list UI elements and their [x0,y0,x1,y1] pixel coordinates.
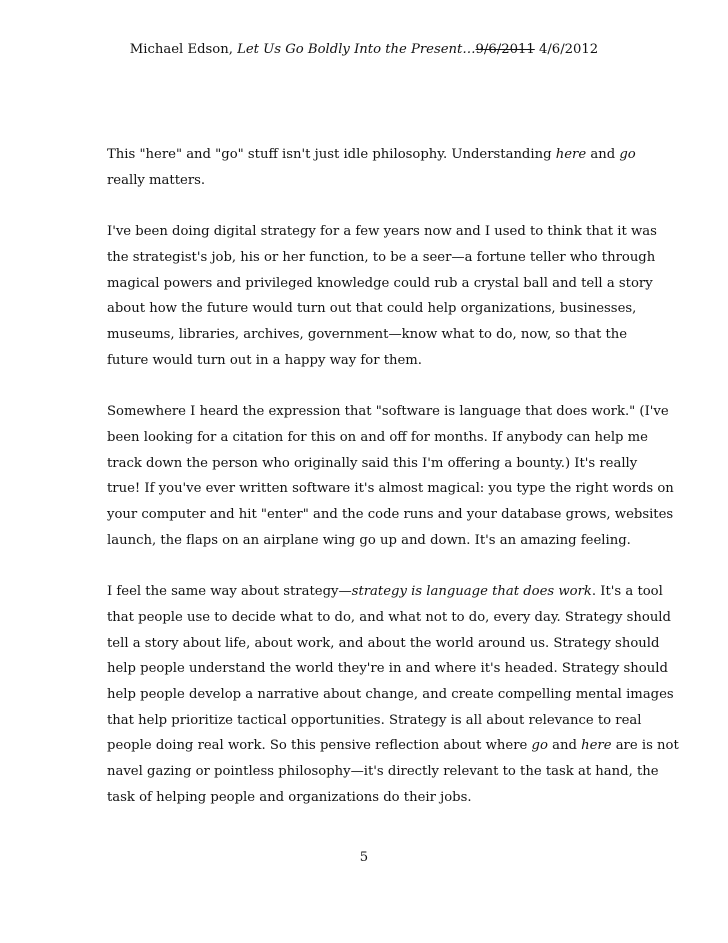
text-run: I've been doing digital strategy for a few years now and I used to think that it was [107,224,657,240]
italic-text: strategy is language that does work [351,584,592,600]
text-run: and [586,147,620,162]
text-line [107,142,636,168]
text-line [107,296,637,322]
text-run: people doing real work. So this pensive reflection about where [107,738,532,754]
paragraph-gap [107,193,632,219]
text-run: tell a story about life, about work, and about the world around us. Strategy should [107,635,660,651]
text-line [107,502,674,528]
text-line [107,656,668,682]
text-line [107,476,674,502]
text-run: your computer and hit "enter" and the code runs and your database grows, websites [107,507,674,523]
text-run: are is not [611,738,679,754]
text-run: that people use to decide what to do, and what not to do, every day. Strategy should [107,609,671,625]
text-line [107,759,659,785]
text-run: track down the person who originally said this I'm offering a bounty.) It's really [107,455,638,471]
text-run: the strategist's job, his or her function, to be a seer—a fortune teller who through [107,249,656,265]
italic-text: go [619,147,636,162]
running-header [0,40,728,60]
text-line [107,708,642,734]
text-run: help people develop a narrative about change, and create compelling mental images [107,687,674,703]
text-run: been looking for a citation for this on and off for months. If anybody can help me [107,429,648,445]
text-run: really matters. [107,172,206,188]
text-run: This "here" and "go" stuff isn't just idle philosophy. Understanding [107,147,556,162]
header-new-date: 4/6/2012 [538,42,599,57]
text-line [107,322,632,348]
header-old-date: 9/6/2011 [475,42,535,57]
text-line [107,733,679,759]
paragraph [107,579,679,810]
text-run: I feel the same way about strategy— [107,584,352,600]
text-run: about how the future would turn out that could help organizations, businesses, [107,301,637,317]
text-run: true! If you've ever written software it's almost magical: you type the right words on [107,481,674,497]
text-line [107,425,648,451]
italic-text: here [555,147,587,162]
page-number: 5 [359,850,369,865]
paragraph-gap [107,373,632,399]
text-run: future would turn out in a happy way for them. [107,352,422,368]
text-run: . It's a tool [591,584,663,600]
paragraph [107,142,636,193]
text-run: that help prioritize tactical opportunities. Strategy is all about relevance to real [107,712,642,728]
text-line [107,528,632,554]
text-run: museums, libraries, archives, government—know what to do, now, so that the [107,327,628,343]
text-line [107,271,653,297]
italic-text: go [531,738,548,754]
text-run: help people understand the world they're in and where it's headed. Strategy should [107,661,668,677]
body-text [107,142,679,811]
text-run: and [547,738,582,754]
text-line [107,399,669,425]
text-run: navel gazing or pointless philosophy—it's directly relevant to the task at hand, the [107,764,659,780]
text-line [107,245,656,271]
text-line [107,168,632,194]
paragraph-gap [107,553,632,579]
header-author: Michael Edson, [129,42,238,57]
text-line [107,785,632,811]
text-run: task of helping people and organizations do their jobs. [107,789,472,805]
header-title: Let Us Go Boldly Into the Present… [237,42,476,57]
text-line [107,682,674,708]
text-line [107,219,657,245]
text-run: magical powers and privileged knowledge could rub a crystal ball and tell a story [107,275,653,291]
italic-text: here [581,738,612,754]
paragraph [107,399,674,553]
text-line [107,348,632,374]
text-line [107,605,671,631]
text-line [107,631,660,657]
paragraph [107,219,657,373]
text-line [107,579,663,605]
text-line [107,451,638,477]
text-run: Somewhere I heard the expression that "software is language that does work." (I've [107,404,669,420]
text-run: launch, the flaps on an airplane wing go up and down. It's an amazing feeling. [107,532,631,548]
